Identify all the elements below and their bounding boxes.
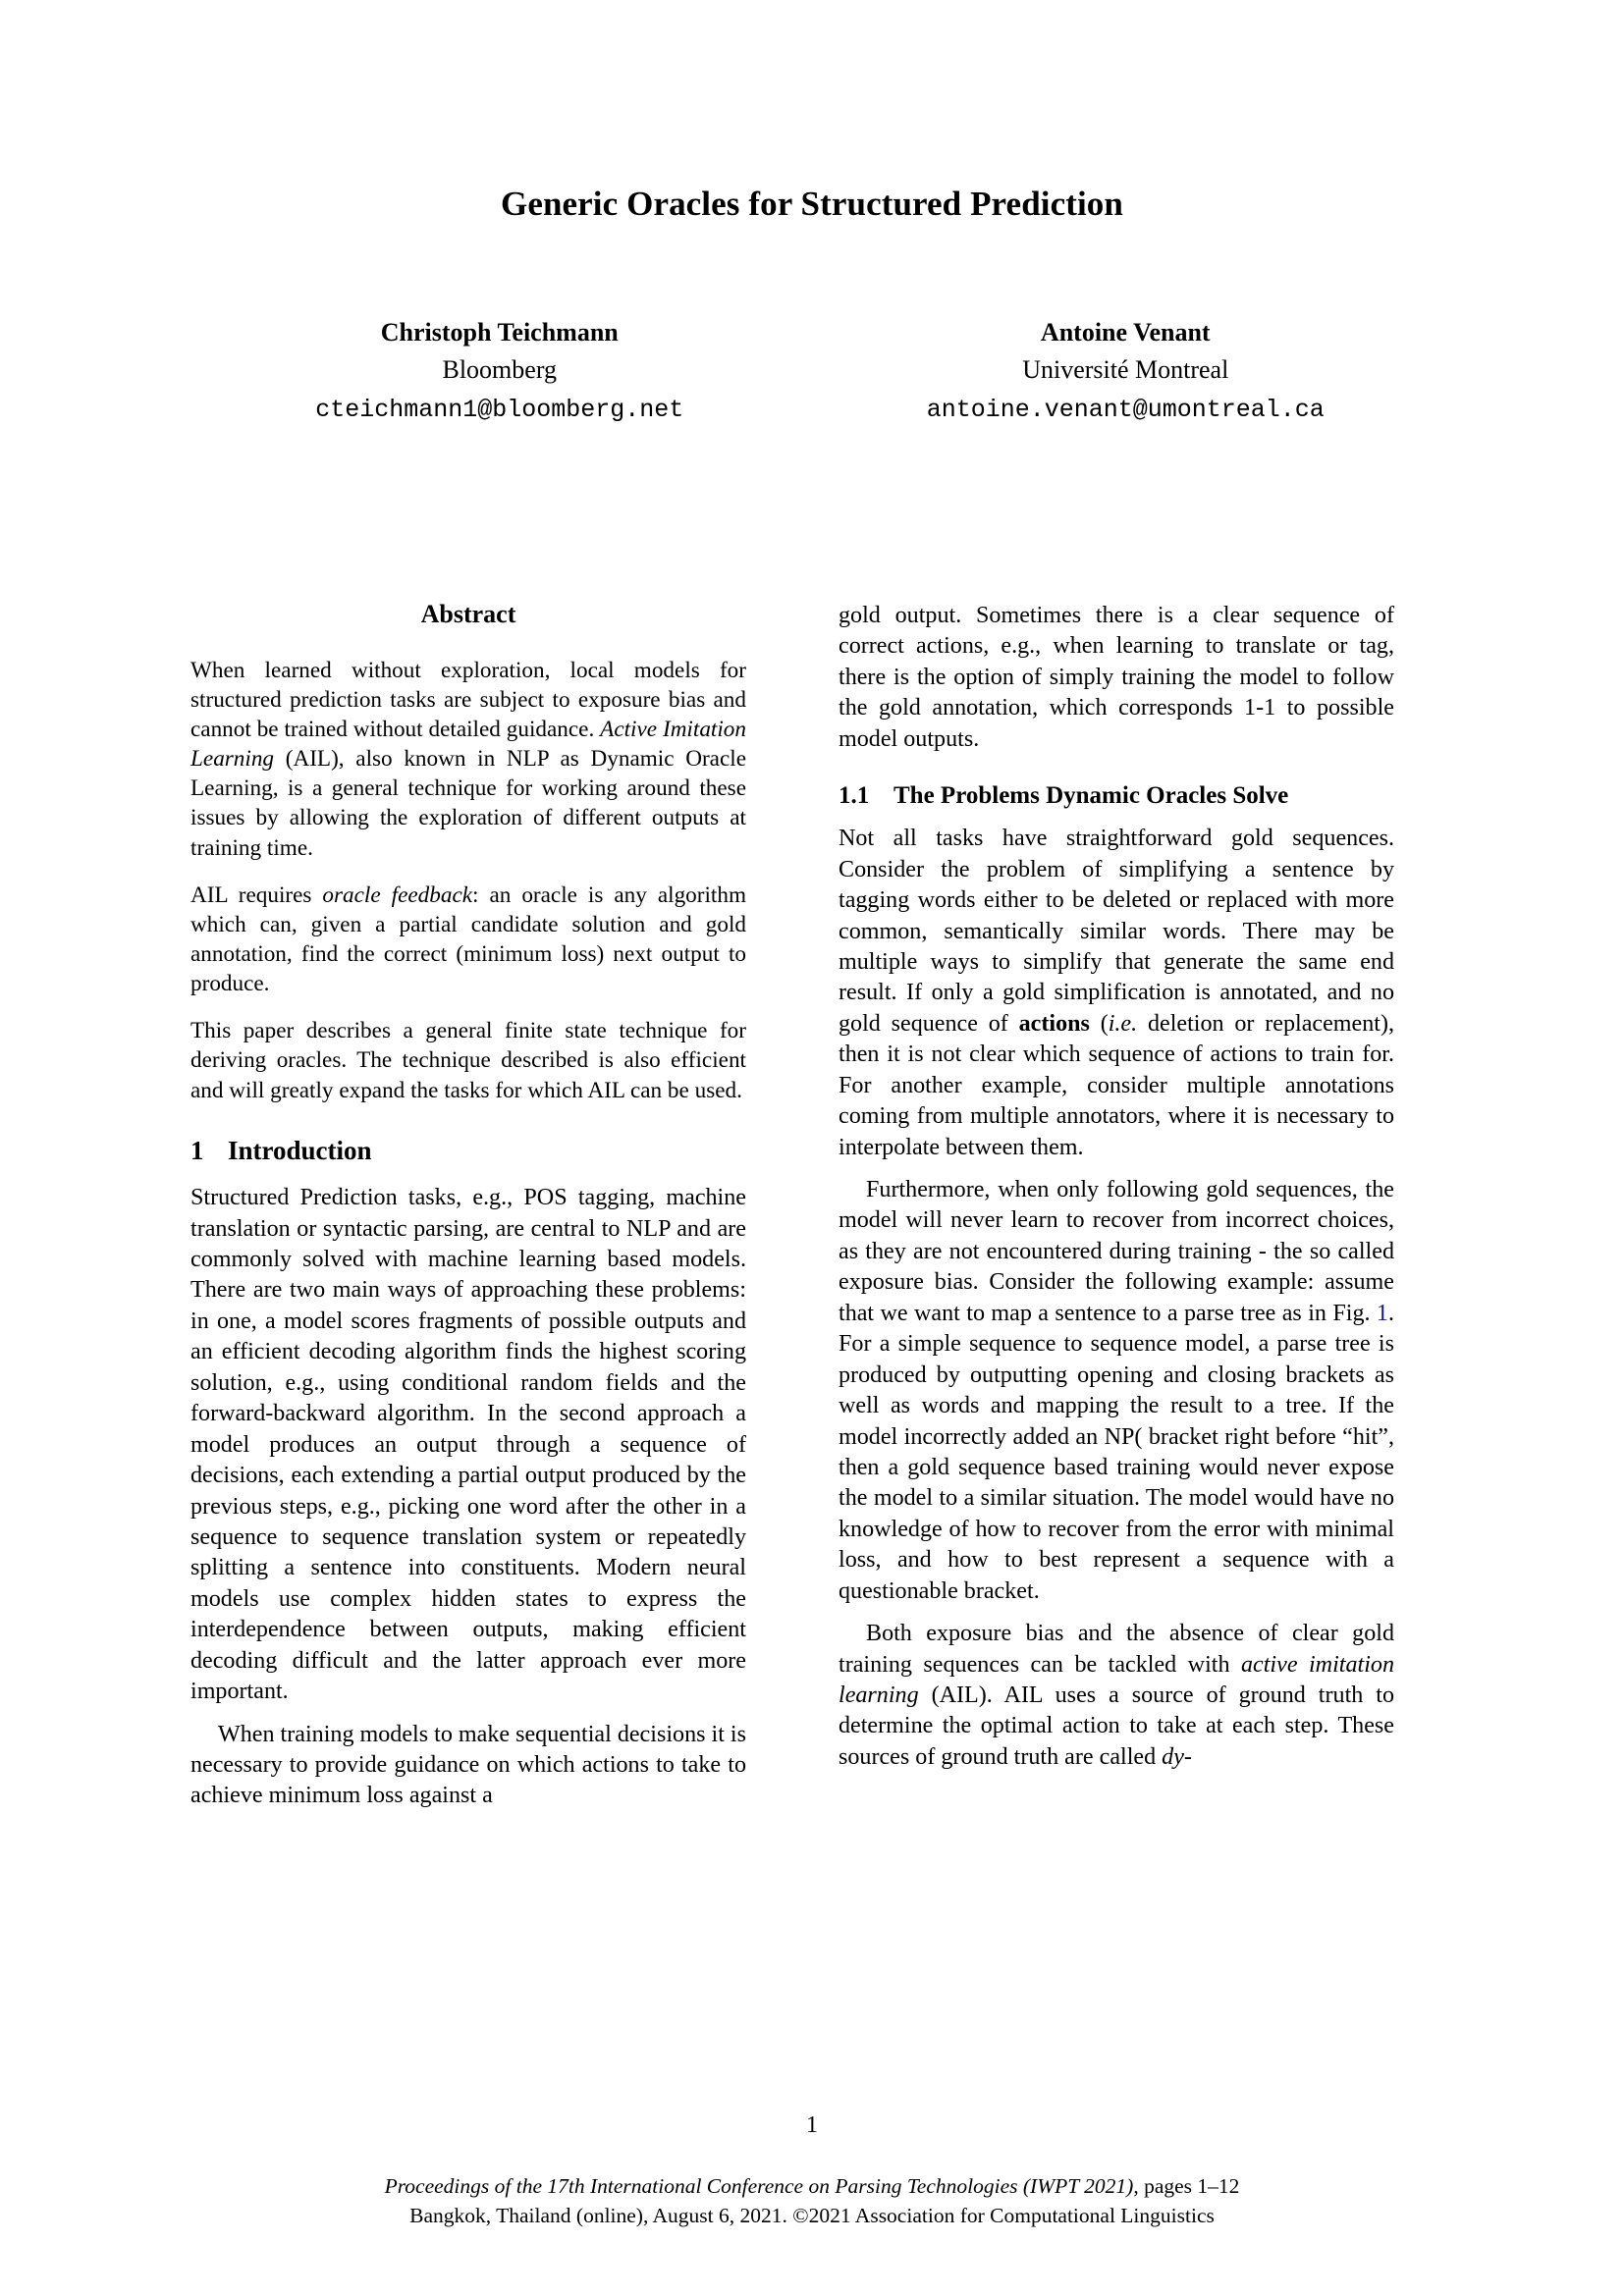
abstract-p2-tail: : an oracle is any algorithm which can, given a partial candidate solution and gold annotation, find the correct (minimum loss) next output to produce. bbox=[190, 881, 746, 997]
abstract-heading: Abstract bbox=[420, 600, 516, 628]
sub-p3-b: (AIL). AIL uses a source of ground truth to determine the optimal action to take at each step. These sources of ground truth are called bbox=[839, 1682, 1394, 1770]
abstract-p2-text: AIL requires bbox=[190, 881, 323, 908]
sub-p1-a: Not all tasks have straightforward gold sequences. Consider the problem of simplifying a sentence by tagging words either to be deleted or replaced with more common, semantically similar words. There may be multiple ways to simplify that generate the same end result. If only a gold simplification is annotated, and no gold sequence of bbox=[839, 826, 1394, 1037]
abstract-paragraph-2 bbox=[190, 881, 746, 999]
section-heading-introduction bbox=[190, 1135, 746, 1166]
author-name: Antoine Venant bbox=[1040, 318, 1211, 347]
abstract-p1-text: When learned without exploration, local models for structured prediction tasks are subject to exposure bias and cannot be trained without detailed guidance. bbox=[190, 657, 746, 742]
subsection-title: The Problems Dynamic Oracles Solve bbox=[893, 782, 1289, 810]
author-block bbox=[187, 316, 1438, 426]
intro-paragraph-2: When training models to make sequential decisions it is necessary to provide guidance on which actions to take to achieve minimum loss against a bbox=[190, 1721, 746, 1809]
footer-line-2: Bangkok, Thailand (online), August 6, 2021. ©2021 Association for Computational Linguistics bbox=[409, 2203, 1215, 2227]
sub-p2-b: . For a simple sequence to sequence model, a parse tree is produced by outputting opening and closing brackets as well as words and mapping the result to a tree. If the model incorrectly added an NP( bracket right before “hit”, then a gold sequence based training would never expose the model to a similar situation. The model would have no knowledge of how to recover from the error with minimal loss, and how to best represent a sequence with a questionable bracket. bbox=[839, 1300, 1394, 1604]
intro-paragraph-2-continued: gold output. Sometimes there is a clear sequence of correct actions, e.g., when learning to translate or tag, there is the option of simply training the model to follow the gold annotation, which corresponds 1-1 to possible model outputs. bbox=[839, 603, 1394, 752]
footer-pages: , pages 1–12 bbox=[1133, 2174, 1240, 2198]
section-title: Introduction bbox=[228, 1135, 372, 1165]
section-number: 1 bbox=[190, 1135, 204, 1165]
sub-p3-italic-2: dy- bbox=[1162, 1743, 1192, 1770]
footer-line-1 bbox=[0, 2172, 1624, 2202]
sub-p1-c: deletion or replacement), then it is not clear which sequence of actions to train for. For another example, consider multiple annotations coming from multiple annotators, where it is necessary to interpolate between them. bbox=[839, 1010, 1395, 1160]
author-affiliation: Bloomberg bbox=[442, 354, 558, 384]
author-entry-2 bbox=[813, 316, 1439, 426]
figure-1-link[interactable]: 1 bbox=[1376, 1300, 1388, 1326]
abstract-paragraph-1 bbox=[190, 656, 746, 863]
abstract-p1-tail: (AIL), also known in NLP as Dynamic Oracle Learning, is a general technique for working around these issues by allowing the exploration of different outputs at training time. bbox=[190, 746, 746, 861]
subsection-heading-1-1 bbox=[839, 781, 1394, 811]
subsection-number: 1.1 bbox=[839, 782, 870, 810]
subsection-paragraph-1 bbox=[839, 824, 1394, 1163]
author-affiliation: Université Montreal bbox=[1022, 354, 1229, 384]
footer-proceedings-title: Proceedings of the 17th International Conference on Parsing Technologies (IWPT 2021) bbox=[384, 2174, 1134, 2198]
page-title: Generic Oracles for Structured Prediction bbox=[501, 185, 1123, 223]
page-number: 1 bbox=[806, 2112, 818, 2138]
subsection-paragraph-2 bbox=[839, 1175, 1394, 1607]
intro-paragraph-1: Structured Prediction tasks, e.g., POS tagging, machine translation or syntactic parsing, are central to NLP and are commonly solved with machine learning based models. There are two main ways of approaching these problems: in one, a model scores fragments of possible outputs and an efficient decoding algorithm finds the highest scoring solution, e.g., using conditional random fields and the forward-backward algorithm. In the second approach a model produces an output through a sequence of decisions, each extending a partial output produced by the previous steps, e.g., picking one word after the other in a sequence to sequence translation system or repeatedly splitting a sentence into constituents. Modern neural models use complex hidden states to express the interdependence between outputs, making efficient decoding difficult and the latter approach ever more important. bbox=[190, 1185, 746, 1705]
subsection-paragraph-3 bbox=[839, 1619, 1394, 1773]
author-email[interactable]: antoine.venant@umontreal.ca bbox=[926, 395, 1325, 424]
sub-p1-b: ( bbox=[1089, 1010, 1109, 1037]
abstract-p2-italic: oracle feedback bbox=[322, 881, 473, 908]
abstract-p1-italic: Active Imitation Learning bbox=[190, 716, 746, 773]
abstract-paragraph-3: This paper describes a general finite state technique for deriving oracles. The technique described is also efficient and will greatly expand the tasks for which AIL can be used. bbox=[190, 1018, 746, 1103]
author-email[interactable]: cteichmann1@bloomberg.net bbox=[315, 395, 684, 424]
column-left bbox=[190, 601, 746, 2103]
footer bbox=[0, 2172, 1624, 2230]
sub-p3-italic-1: active imitation learning bbox=[839, 1651, 1394, 1708]
author-entry-1 bbox=[187, 316, 813, 426]
column-right bbox=[839, 601, 1394, 2103]
sub-p2-a: Furthermore, when only following gold sequences, the model will never learn to recover from incorrect choices, as they are not encountered during training - the so called exposure bias. Consider the following example: assume that we want to map a sentence to a parse tree as in Fig. bbox=[839, 1177, 1394, 1326]
sub-p3-a: Both exposure bias and the absence of clear gold training sequences can be tackled with bbox=[839, 1621, 1394, 1678]
body-columns bbox=[190, 601, 1439, 2103]
sub-p1-bold: actions bbox=[1018, 1010, 1090, 1037]
sub-p1-italic: i.e. bbox=[1108, 1010, 1138, 1037]
author-name: Christoph Teichmann bbox=[380, 318, 619, 347]
